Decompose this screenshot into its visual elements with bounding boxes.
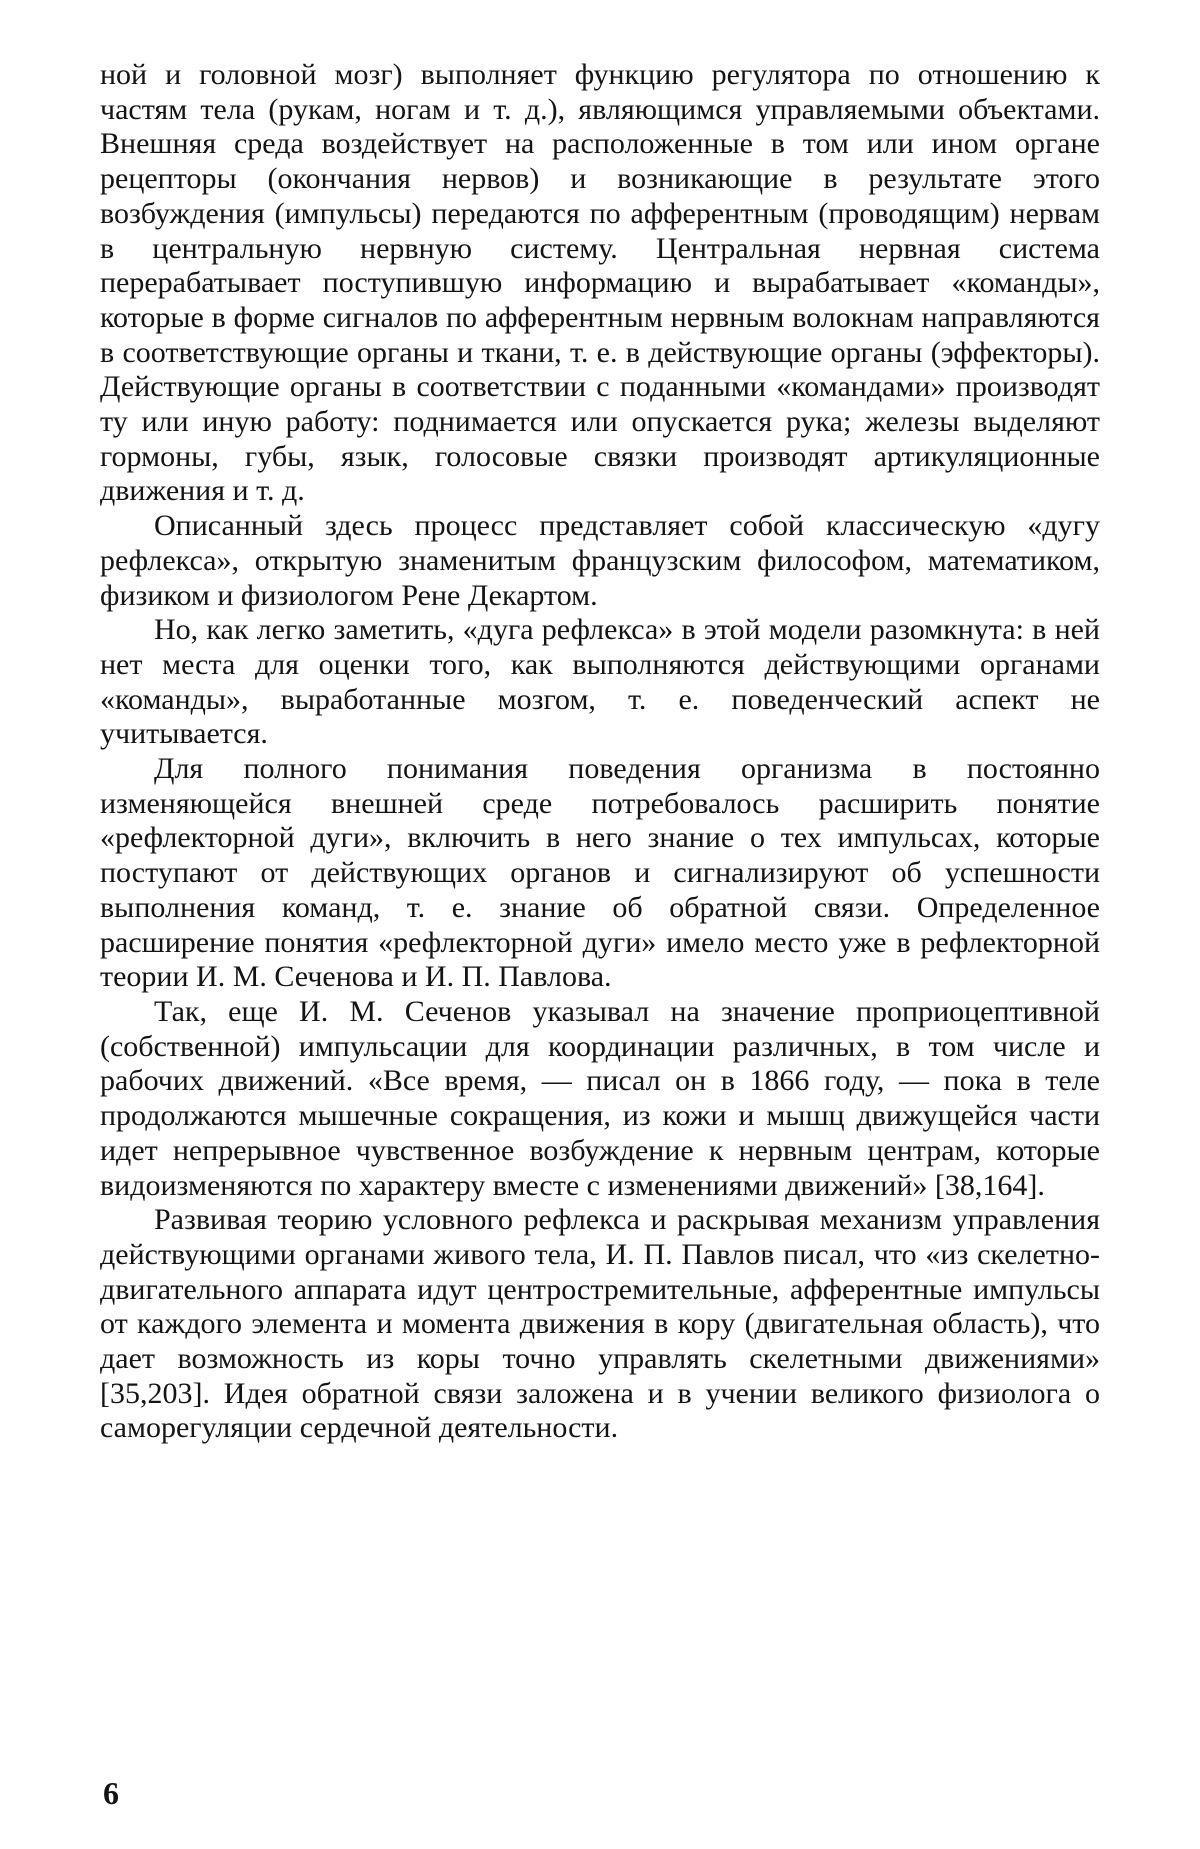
paragraph-3: Но, как легко заметить, «дуга рефлекса» в этой модели разомкнута: в ней нет места для оценки того, как выполняются действующими органами «команды», выработанные мозгом, т. е. поведенческий аспект не учитывается. bbox=[100, 613, 1100, 751]
paragraph-4: Для полного понимания поведения организма в постоянно изменяющейся внешней среде потребовалось расширить понятие «рефлекторной дуги», включить в него знание о тех импульсах, которые поступают от действующих органов и сигнализируют об успешности выполнения команд, т. е. знание об обратной связи. Определенное расширение понятия «рефлекторной дуги» имело место уже в рефлекторной теории И. М. Сеченова и И. П. Павлова. bbox=[100, 752, 1100, 994]
page-body bbox=[100, 58, 1100, 1446]
paragraph-1: ной и головной мозг) выполняет функцию регулятора по отношению к частям тела (рукам, ногам и т. д.), являющимся управляемыми объектами. Внешняя среда воздействует на расположенные в том или ином органе рецепторы (окончания нервов) и возникающие в результате этого возбуждения (импульсы) передаются по афферентным (проводящим) нервам в центральную нервную систему. Центральная нервная система перерабатывает поступившую информацию и вырабатывает «команды», которые в форме сигналов по афферентным нервным волокнам направляются в соответствующие органы и ткани, т. е. в действующие органы (эффекторы). Действующие органы в соответствии с поданными «командами» производят ту или иную работу: поднимается или опускается рука; железы выделяют гормоны, губы, язык, голосовые связки производят артикуляционные движения и т. д. bbox=[100, 58, 1100, 508]
page-number: 6 bbox=[103, 1775, 119, 1811]
paragraph-5: Так, еще И. М. Сеченов указывал на значение проприоцептивной (собственной) импульсации для координации различных, в том числе и рабочих движений. «Все время, — писал он в 1866 году, — пока в теле продолжаются мышечные сокращения, из кожи и мышц движущейся части идет непрерывное чувственное возбуждение к нервным центрам, которые видоизменяются по характеру вместе с изменениями движений» [38,164]. bbox=[100, 994, 1100, 1202]
paragraph-6: Развивая теорию условного рефлекса и раскрывая механизм управления действующими органами живого тела, И. П. Павлов писал, что «из скелетно-двигательного аппарата идут центростремительные, афферентные импульсы от каждого элемента и момента движения в кору (двигательная область), что дает возможность из коры точно управлять скелетными движениями» [35,203]. Идея обратной связи заложена и в учении великого физиолога о саморегуляции сердечной деятельности. bbox=[100, 1203, 1100, 1445]
paragraph-2: Описанный здесь процесс представляет собой классическую «дугу рефлекса», открытую знаменитым французским философом, математиком, физиком и физиологом Рене Декартом. bbox=[100, 509, 1100, 612]
